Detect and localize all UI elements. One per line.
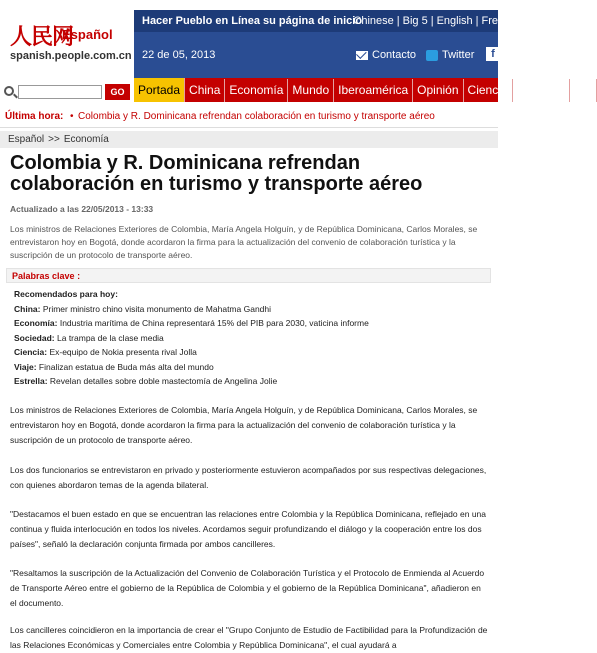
ticker-bullet: • — [70, 111, 74, 122]
contact-label: Contacto — [372, 49, 417, 61]
recommended-item[interactable] — [14, 302, 484, 317]
recommended-link[interactable]: Primer ministro chino visita monumento de Mahatma Gandhi — [42, 303, 272, 314]
article-updated: Actualizado a las 22/05/2013 - 13:33 — [10, 204, 154, 214]
lang-english-link[interactable]: English — [436, 15, 473, 27]
article-paragraph: Los cancilleres coincidieron en la importancia de crear el "Grupo Conjunto de Estudio de Factibilidad para la Profundización de las Relaciones Económicas y Comerciales entre Colombia y República Dominicana", el cual ayudará a — [10, 625, 488, 650]
recommended-category: Viaje: — [14, 361, 37, 372]
mail-icon — [356, 51, 368, 60]
language-links — [353, 15, 498, 27]
recommended-heading: Recomendados para hoy: — [14, 289, 118, 299]
nav-china[interactable]: China — [185, 79, 225, 102]
search-icon — [4, 86, 14, 96]
article-title: Colombia y R. Dominicana refrendan colaboración en turismo y transporte aéreo — [10, 152, 423, 195]
nav-economia[interactable]: Economía — [225, 79, 288, 102]
lang-french-link[interactable]: Fre — [481, 15, 498, 27]
recommended-item[interactable] — [14, 345, 484, 360]
nav-cultura[interactable]: Cul — [570, 79, 597, 102]
nav-mundo[interactable]: Mundo — [288, 79, 334, 102]
keywords-label: Palabras clave — [12, 271, 75, 281]
ticker-label: Última hora: — [5, 111, 64, 122]
article-paragraph: Los dos funcionarios se entrevistaron en privado y posteriormente estuvieron acompañados por sus respectivas delegaciones, con quienes abordaron temas de la agenda bilateral. — [10, 465, 487, 490]
twitter-label: Twitter — [442, 49, 475, 61]
article-paragraph: Los ministros de Relaciones Exteriores de Colombia, María Angela Holguín, y de República Dominicana, Carlos Morales, se entrevistaron hoy en Bogotá, donde acordaron la firma para la actualización del convenio de colaboración turística y la suscripción de un protocolo de transporte aéreo. — [10, 405, 478, 445]
main-nav — [134, 78, 593, 102]
recommended-category: Ciencia: — [14, 347, 48, 357]
recommended-link[interactable]: La trampa de la clase media — [57, 332, 164, 343]
logo-spanish-text: Español — [62, 27, 113, 42]
recommended-item[interactable] — [14, 331, 484, 346]
divider: | — [475, 15, 479, 27]
site-logo[interactable] — [0, 0, 134, 78]
logo-chinese-text: 人民网 — [10, 24, 74, 50]
nav-iberoamerica[interactable]: Iberoamérica — [334, 79, 413, 102]
recommended-category: China: — [14, 303, 41, 314]
lang-big5-link[interactable]: Big 5 — [402, 15, 428, 27]
divider: | — [396, 15, 400, 27]
breadcrumb — [0, 131, 498, 148]
date-bar — [134, 32, 498, 78]
homepage-promo-link[interactable]: Hacer Pueblo en Línea su página de inicio — [142, 15, 363, 27]
top-bar — [134, 10, 498, 32]
breadcrumb-home-link[interactable]: Español — [8, 134, 45, 145]
keywords-box — [6, 268, 491, 283]
article-summary: Los ministros de Relaciones Exteriores de Colombia, María Angela Holguín, y de República Dominicana, Carlos Morales, se entrevistaron hoy en Bogotá, donde acordaron la firma para la actualización del convenio de colaboración turística y la suscripción de un protocolo de transporte aéreo. — [10, 224, 478, 260]
lang-chinese-link[interactable]: Chinese — [353, 15, 394, 27]
article-paragraph: "Resaltamos la suscripción de la Actualización del Convenio de Colaboración Turística y el Protocolo de Enmienda al Acuerdo de Transporte Aéreo entre el gobierno de la República de Colombia y el gobierno de la República Dominicana", añadieron en el documento. — [10, 568, 485, 608]
nav-deportes[interactable]: Deportes — [513, 79, 571, 102]
recommended-list — [14, 287, 484, 389]
contact-link[interactable] — [356, 49, 416, 61]
divider: | — [430, 15, 434, 27]
search-go-button[interactable]: GO — [105, 84, 130, 100]
recommended-item[interactable] — [14, 360, 484, 375]
nav-ciencia[interactable]: Ciencia — [464, 79, 513, 102]
nav-portada[interactable]: Portada — [134, 78, 185, 102]
recommended-category: Economía: — [14, 318, 58, 328]
recommended-link[interactable]: Industria marítima de China representará 15% del PIB para 2030, vaticina informe — [59, 318, 369, 328]
breadcrumb-separator: >> — [48, 134, 60, 145]
article-paragraph: "Destacamos el buen estado en que se encuentran las relaciones entre Colombia y la República Dominicana, reflejado en una continua y fluida interlocución en todos los niveles. Acordamos seguir profundizando el diálogo y la cooperación entre los dos países", señaló la declaración conjunta firmada por ambos cancilleres. — [10, 509, 486, 549]
breaking-news-ticker — [0, 104, 498, 128]
logo-url-text: spanish.people.com.cn — [10, 50, 132, 62]
facebook-icon[interactable]: f — [486, 47, 500, 61]
recommended-item[interactable] — [14, 374, 484, 389]
recommended-item[interactable] — [14, 316, 484, 331]
twitter-link[interactable] — [426, 49, 474, 61]
recommended-category: Sociedad: — [14, 332, 55, 343]
keywords-colon: : — [77, 271, 81, 281]
nav-opinion[interactable]: Opinión — [413, 79, 463, 102]
ticker-headline-link[interactable]: Colombia y R. Dominicana refrendan colaboración en turismo y transporte aéreo — [78, 111, 435, 122]
recommended-category: Estrella: — [14, 376, 48, 386]
current-date: 22 de 05, 2013 — [142, 49, 216, 61]
search-input[interactable] — [18, 85, 102, 99]
recommended-link[interactable]: Revelan detalles sobre doble mastectomía de Angelina Jolie — [49, 376, 278, 386]
breadcrumb-section-link[interactable]: Economía — [63, 134, 109, 145]
recommended-link[interactable]: Ex-equipo de Nokia presenta rival Jolla — [49, 347, 197, 357]
recommended-link[interactable]: Finalizan estatua de Buda más alta del mundo — [38, 361, 214, 372]
twitter-icon — [426, 50, 438, 61]
search-bar — [0, 78, 134, 104]
